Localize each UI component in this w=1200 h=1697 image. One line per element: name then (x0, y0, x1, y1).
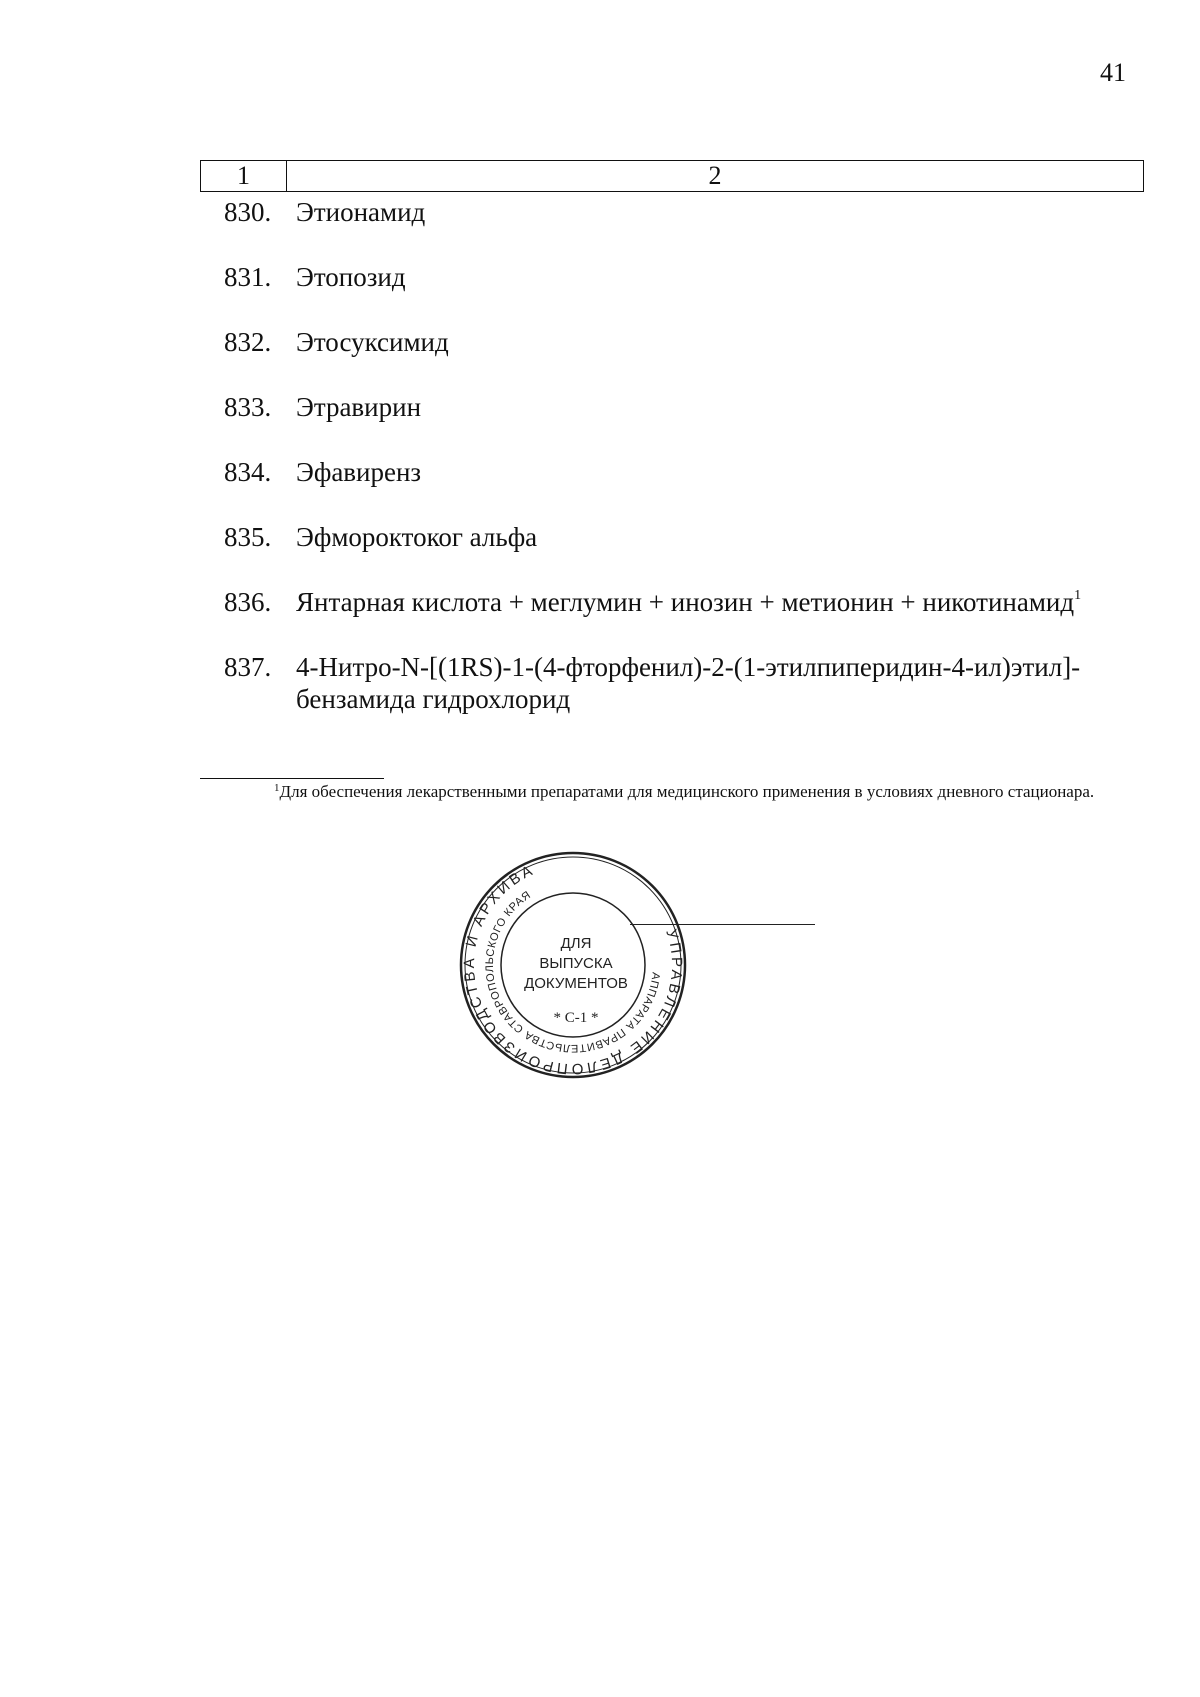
item-number: 833. (224, 392, 272, 422)
item-text-line-2: бензамида гидрохлорид (296, 684, 571, 714)
seal-code: * С-1 * (553, 1010, 599, 1026)
item-text: Этосуксимид (296, 327, 449, 357)
list-item (200, 261, 1150, 293)
seal-outer-ring-text: УПРАВЛЕНИЕ ДЕЛОПРОИЗВОДСТВА И АРХИВА (460, 861, 686, 1078)
list-item (200, 391, 1150, 423)
list-item (200, 196, 1150, 228)
item-number: 831. (224, 262, 272, 292)
list-item (200, 326, 1150, 358)
footnote-mark: 1 (274, 782, 280, 794)
footnote-separator (200, 778, 384, 779)
list-item (200, 651, 1150, 715)
column-number-1: 1 (201, 161, 287, 191)
footnote-reference: 1 (1074, 588, 1082, 603)
seal-center-line-3: ДОКУМЕНТОВ (524, 975, 628, 992)
item-number: 832. (224, 327, 272, 357)
footnote (200, 780, 1150, 804)
seal-center-line-1: ДЛЯ (560, 935, 592, 952)
item-number: 836. (224, 587, 272, 617)
item-number: 835. (224, 522, 272, 552)
official-seal (458, 850, 688, 1080)
item-text: Этравирин (296, 392, 422, 422)
item-text: Этионамид (296, 197, 426, 227)
item-text-wrapper (296, 651, 1080, 715)
seal-center-line-2: ВЫПУСКА (539, 955, 613, 972)
item-text-wrapper (296, 586, 1081, 618)
list-item (200, 456, 1150, 488)
item-text: Эфавиренз (296, 457, 422, 487)
item-number: 834. (224, 457, 272, 487)
page-number: 41 (1100, 58, 1126, 87)
table-column-header (200, 160, 1144, 192)
list-item (200, 586, 1150, 618)
column-number-2: 2 (708, 161, 722, 190)
item-text: Янтарная кислота + меглумин + инозин + метионин + никотинамид (296, 587, 1075, 617)
footnote-text: Для обеспечения лекарственными препаратами для медицинского применения в условиях дневного стационара. (279, 782, 1095, 801)
item-number: 830. (224, 197, 272, 227)
item-text: Эфмороктоког альфа (296, 522, 538, 552)
drug-list (200, 196, 1150, 748)
list-item (200, 521, 1150, 553)
item-text-line-1: 4-Нитро-N-[(1RS)-1-(4-фторфенил)-2-(1-этилпиперидин-4-ил)этил]- (296, 652, 1081, 682)
item-text: Этопозид (296, 262, 406, 292)
item-number: 837. (224, 652, 272, 682)
seal-inner-ring-text: АППАРАТА ПРАВИТЕЛЬСТВА СТАВРОПОЛЬСКОГО КРАЯ (483, 888, 662, 1055)
